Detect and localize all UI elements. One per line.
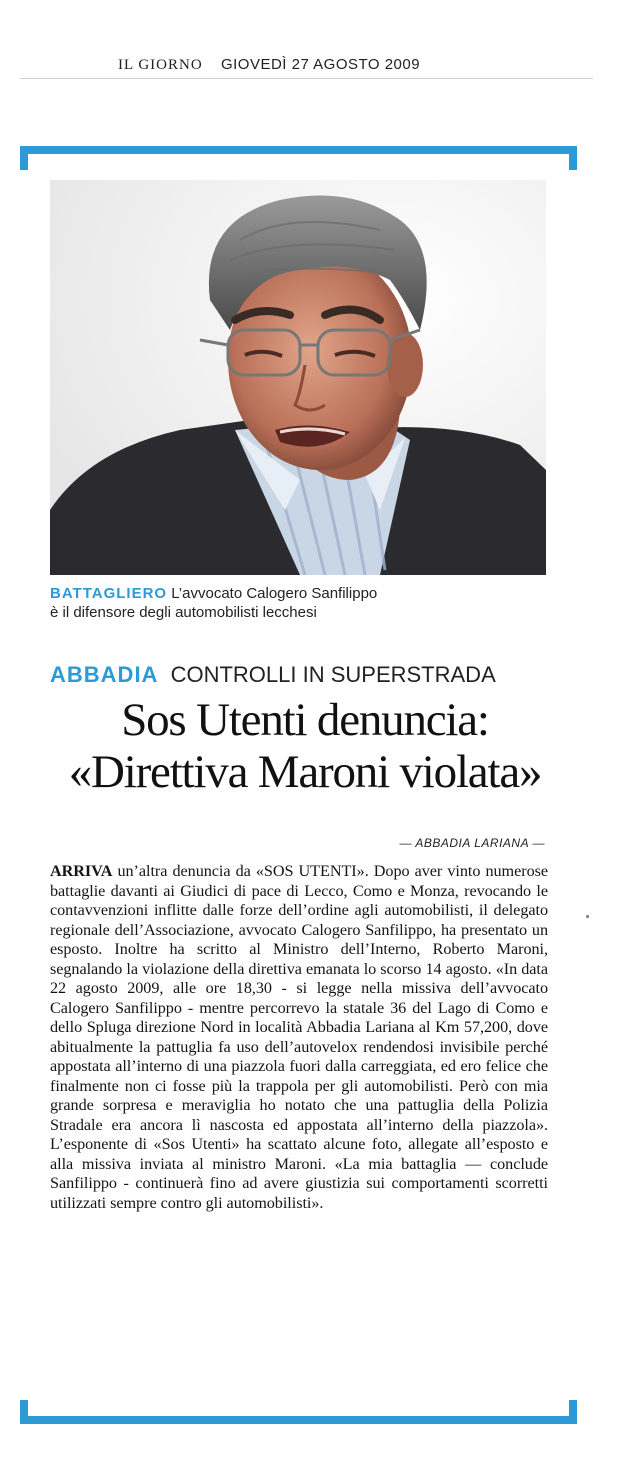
lead-word: ARRIVA xyxy=(50,862,113,880)
portrait-illustration xyxy=(50,180,546,575)
article-dateline: — ABBADIA LARIANA — xyxy=(399,836,545,850)
article-headline xyxy=(40,694,570,798)
kicker-place: ABBADIA xyxy=(50,662,159,687)
article-kicker xyxy=(50,662,570,688)
photo-caption xyxy=(50,584,550,622)
body-paragraph: un’altra denuncia da «SOS UTENTI». Dopo aver vinto numerose battaglie davanti ai Giudici di pace di Lecco, Como e Monza, revocando le contavvenzioni inflitte dalle forze dell’ordine agli automobilisti, il delegato regionale dell’Associazione, avvocato Calogero Sanfilippo, ha presentato un esposto. Inoltre ha scritto al Ministro dell’Interno, Roberto Maroni, segnalando la violazione della direttiva emanata lo scorso 14 agosto. «In data 22 agosto 2009, alle ore 18,30 - si legge nella missiva dell’avvocato Calogero Sanfilippo - mentre percorrevo la statale 36 del Lago di Como e dello Spluga direzione Nord in località Abbadia Lariana al Km 57,200, dove abitualmente la pattuglia fa uso dell’autovelox rendendosi invisibile perché appostata all’interno di una piazzola fuori dalla carreggiata, ed ero felice che finalmente non ci fosse più la trappola per gli automobilisti. Però con mia grande sorpresa e meraviglia ho notato che una pattuglia della Polizia Stradale era ancora lì nascosta ed appostata all’interno della piazzola». L’esponente di «Sos Utenti» ha scattato alcune foto, allegate all’esposto e alla missiva inviata al ministro Maroni. «La mia battaglia — conclude Sanfilippo - continuerà fino ad avere giustizia sui comportamenti scorretti utilizzati sempre contro gli automobilisti». xyxy=(50,862,548,1212)
bracket-tick-right xyxy=(569,1400,577,1424)
newspaper-name: IL GIORNO xyxy=(118,57,203,73)
kicker-section: CONTROLLI IN SUPERSTRADA xyxy=(170,662,496,687)
bracket-tick-left xyxy=(20,146,28,170)
masthead xyxy=(118,56,420,74)
article-body xyxy=(50,862,548,1213)
top-frame-bracket xyxy=(20,146,577,154)
masthead-rule xyxy=(20,78,593,79)
scan-speck xyxy=(586,915,589,918)
caption-kicker: BATTAGLIERO xyxy=(50,585,168,602)
caption-line-1: L’avvocato Calogero Sanfilippo xyxy=(171,585,378,602)
issue-date: GIOVEDÌ 27 AGOSTO 2009 xyxy=(220,56,421,73)
caption-line-2: è il difensore degli automobilisti lecchesi xyxy=(50,604,317,621)
bracket-tick-left xyxy=(20,1400,28,1424)
headline-line-1: Sos Utenti denuncia: xyxy=(121,694,489,746)
headline-line-2: «Direttiva Maroni violata» xyxy=(68,746,542,798)
portrait-photo xyxy=(50,180,546,575)
bracket-tick-right xyxy=(569,146,577,170)
bottom-frame-bracket xyxy=(20,1416,577,1424)
